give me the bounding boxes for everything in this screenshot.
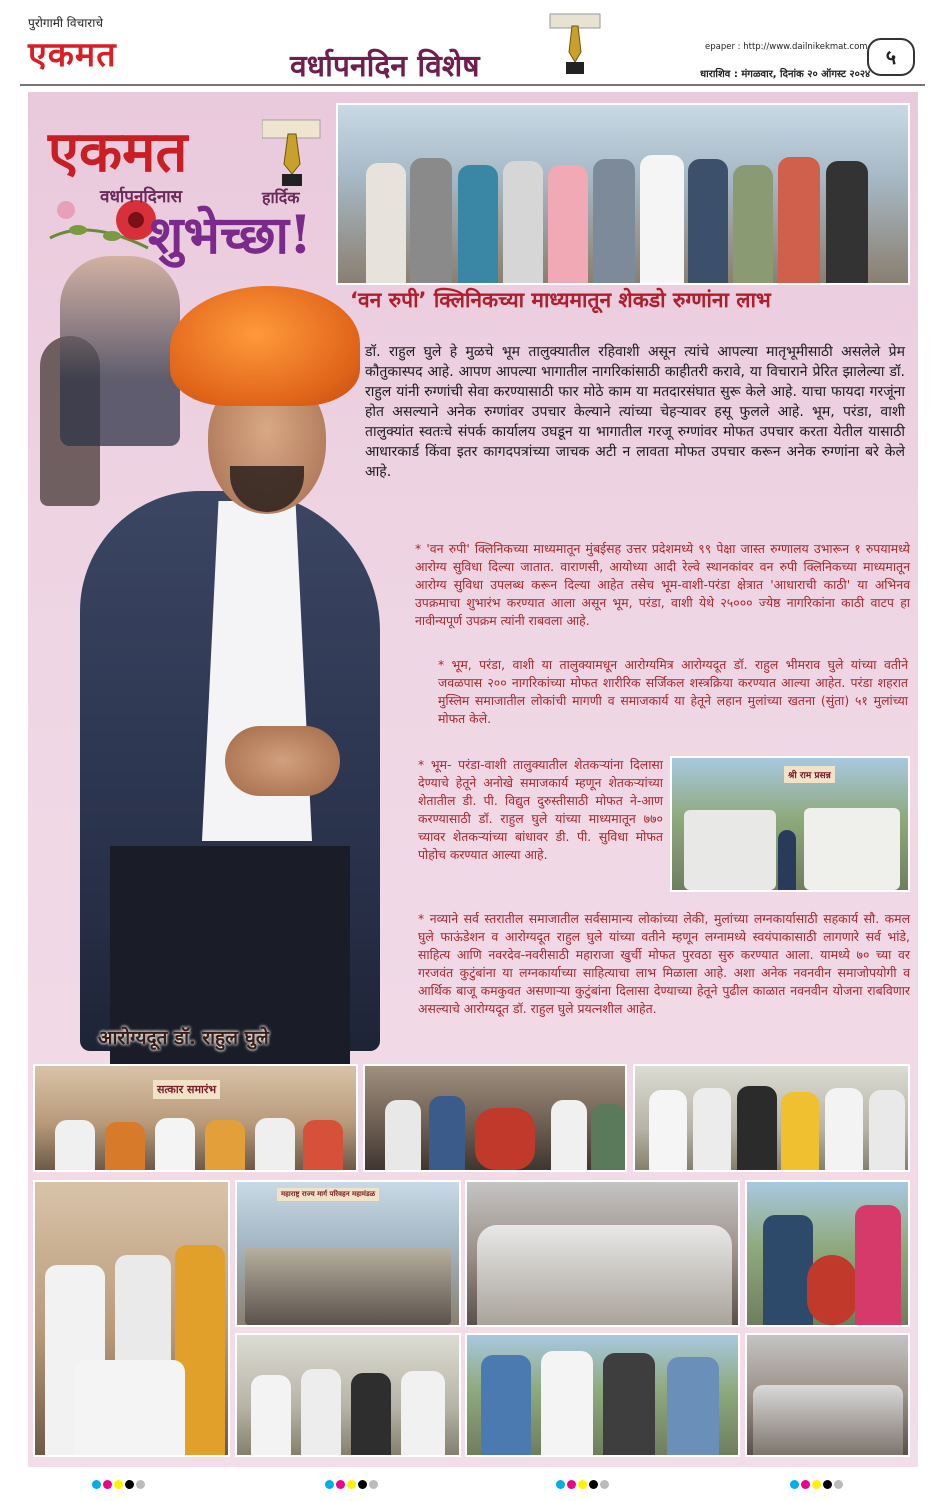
bus-service-photo (235, 1180, 461, 1327)
portrait-photo (40, 256, 385, 1066)
vehicle-banner: श्री राम प्रसन्न (784, 766, 835, 783)
article-intro: डॉ. राहुल घुले हे मुळचे भूम तालुक्यातील रहिवाशी असून त्यांचे आपल्या मातृभूमीसाठी असलेले प्रेम कौतुकास्पद आहे. आपण आपल्या भागातील नागरिकांसाठी काहीतरी करावे, या विचाराने प्रेरित झालेल्या डॉ. राहुल यांनी रुग्णांची सेवा करण्यासाठी फार मोठे काम या मतदारसंघात सुरू केले आहे. याचा फायदा गरजूंना होत असल्याने अनेक रुग्णांवर उपचार केल्याने त्यांच्या चेहऱ्यावर हसू फुलले आहे. भूम, परंडा, वाशी तालुक्यांत स्वतःचे संपर्क कार्यालय उघडून या भागातील गरजू रुग्णांवर मोफत उपचार करता येतील यासाठी आधारकार्ड किंवा इतर कागदपत्रांच्या जाचक अटी न लावता मोफत उपचार करून अनेक रुग्णांना बरे केले आहे. (365, 344, 905, 480)
special-edition-title: वर्धापनदिन विशेष (290, 49, 480, 84)
clasped-hands (225, 726, 340, 796)
pen-trophy-icon (548, 6, 602, 76)
event-banner: सत्कार समारंभ (153, 1080, 220, 1099)
article-note: * 'वन रुपी' क्लिनिकच्या माध्यमातून मुंबईसह उत्तर प्रदेशमध्ये ९९ पेक्षा जास्त रुग्णालय उभारून १ रुपयामध्ये आरोग्य सुविधा दिल्या जातात. वाराणसी, आयोध्या आदी रेल्वे स्थानकांवर वन रुपी क्लिनिकच्या माध्यमातून आरोग्य सुविधा उपलब्ध करून दिल्या आहेत तसेच भूम-वाशी-परंडा क्षेत्रात 'आधाराची काठी' या अभिनव उपक्रमाचा शुभारंभ करण्यात आला असून भूम, परंडा, वाशी येथे २५००० ज्येष्ठ नागरिकांना काठी वाटप हा नावीन्यपूर्ण उपक्रम त्यांनी राबवला आहे. (415, 541, 910, 628)
audience-photo (745, 1333, 910, 1457)
page-number: ५ (867, 38, 915, 76)
dateline: धाराशिव : मंगळवार, दिनांक २० ऑगस्ट २०२४ (700, 69, 871, 80)
registration-marks (325, 1480, 378, 1489)
felicitation-event-photo (33, 1064, 358, 1172)
community-felicitation-photo (633, 1064, 910, 1172)
saffron-turban (170, 286, 360, 406)
greeting-wishes: शुभेच्छा! (148, 205, 312, 266)
article-note: * भूम, परंडा, वाशी या तालुक्यामधून आरोग्यमित्र आरोग्यदूत डॉ. राहुल भीमराव घुले यांच्या वतीने जवळपास २०० नागरिकांच्या मोफत शारीरिक सर्जिकल शस्त्रक्रिया करण्यात आल्या आहेत. परंडा शहरात मुस्लिम समाजातील लोकांची मागणी व समाजकार्य या हेतूने लहान मुलांच्या खतना (सुंता) ५१ मुलांच्या मोफत केले. (438, 657, 908, 726)
registration-marks (790, 1480, 843, 1489)
masthead-tagline: पुरोगामी विचाराचे (28, 16, 103, 30)
vehicle-photo (670, 756, 910, 892)
header-divider (20, 84, 925, 86)
masthead-logo: एकमत (28, 35, 117, 75)
background-portrait (60, 256, 180, 446)
article-headline: ‘वन रुपी’ क्लिनिकच्या माध्यमातून शेकडो रुग्णांना लाभ (350, 288, 771, 312)
greeting-brand: एकमत (48, 119, 188, 185)
bus-banner: महाराष्ट्र राज्य मार्ग परिवहन महामंडळ (277, 1188, 379, 1201)
walking-stick-distribution-photo (33, 1180, 230, 1457)
article-note: * भूम- परंडा-वाशी तालुक्यातील शेतकऱ्यांना दिलासा देण्याचे हेतूने अनोखे समाजकार्य म्हणून शेतकऱ्यांच्या शेतातील डी. पी. विद्युत दुरुस्तीसाठी मोफत ने-आण करण्यासाठी डॉ. राहुल घुले यांच्या माध्यमातून ७७० च्यावर शेतकऱ्यांच्या बांधावर डी. पी. सुविधा मोफत पोहोच करण्यात आल्या आहे. (418, 757, 663, 862)
pen-emblem-icon (262, 116, 322, 188)
registration-marks (92, 1480, 145, 1489)
registration-marks (556, 1480, 609, 1489)
inauguration-photo (363, 1064, 627, 1172)
ceremony-photo (235, 1333, 461, 1457)
bouquet-felicitation-photo (745, 1180, 910, 1327)
greeting-occasion: वर्धापनदिनास (100, 187, 183, 207)
elderly-gathering-photo (465, 1180, 740, 1327)
article-note: * नव्याने सर्व स्तरातील समाजातील सर्वसामान्य लोकांच्या लेकी, मुलांच्या लग्नकार्यासाठी सहकार्य सौ. कमल घुले फाऊंडेशन व आरोग्यदूत राहुल घुले यांच्या वतीने म्हणून लग्नामध्ये स्वयंपाकासाठी लागणारे सर्व भांडे, साहित्य आणि नवरदेव-नवरीसाठी महाराजा खुर्ची मोफत पुरवठा सुरु करण्यात आला. यामध्ये ७० च्या वर गरजवंत कुटुंबांना या लग्नकार्याच्या साहित्याचा लाभ मिळाला आहे. अशा अनेक नवनवीन समाजोपयोगी व आर्थिक बाजू कमकुवत असणाऱ्या कुटुंबांना दिलासा देण्याच्या हेतूने पुढील काळात नवनवीन योजना राबविणार असल्याचे आरोग्यदूत डॉ. राहुल घुले प्रयत्नशील आहेत. (418, 911, 910, 1016)
greeting-hardik: हार्दिक (262, 188, 300, 207)
epaper-url[interactable]: epaper : http://www.dailnikekmat.com (705, 42, 868, 52)
greeting-bouquet-photo (465, 1333, 740, 1457)
portrait-caption: आरोग्यदूत डॉ. राहुल घुले (98, 1027, 269, 1049)
group-photo (336, 103, 910, 285)
